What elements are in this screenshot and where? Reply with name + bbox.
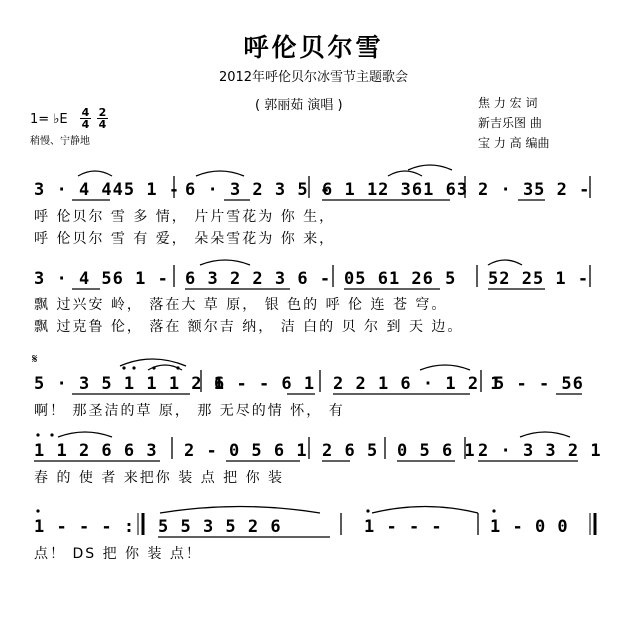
- row2-measure1: 3 · 4 56 1 -: [34, 269, 169, 289]
- slur: [200, 260, 250, 265]
- slur: [372, 507, 478, 514]
- time-signature-2-4: 2 4: [98, 106, 107, 131]
- row1-measure1: 3 · 4 445 1 -: [34, 180, 181, 200]
- slur: [120, 359, 186, 366]
- row3-lyrics: 啊！ 那圣洁的草 原， 那 无尽的情 怀， 有: [34, 403, 345, 419]
- row1-measure3: 6 1 12 361 63: [322, 180, 469, 200]
- song-title: 呼伦贝尔雪: [243, 33, 384, 62]
- singer-credit: ( 郭丽茹 演唱 ): [255, 98, 343, 113]
- row3-measure3: 2 2 1 6 · 1 2 1: [333, 374, 502, 394]
- tempo-marking: 稍慢、宁静地: [30, 136, 90, 147]
- octave-dot: [132, 366, 135, 369]
- slur: [488, 260, 522, 265]
- row5-lyrics: 点！ DS 把 你 装 点！: [34, 546, 202, 562]
- row1-lyrics-verse2: 呼 伦贝尔 雪 有 爱， 朵朵雪花为 你 来，: [34, 231, 336, 247]
- row1-measure2: 6 · 3 2 3 5 -: [185, 180, 332, 200]
- octave-dot: [36, 509, 39, 512]
- arranger-credit: 宝 力 高 编曲: [478, 136, 550, 150]
- row2-lyrics-verse2: 飘 过克鲁 伦， 落在 额尔吉 纳， 洁 白的 贝 尔 到 天 边。: [34, 319, 464, 335]
- composer-credit: 新吉乐图 曲: [478, 116, 542, 130]
- row5-measure3: 1 - - -: [364, 517, 443, 537]
- slur: [58, 432, 112, 437]
- row4-measure2: 2 - 0 5 6 1: [184, 441, 308, 461]
- slur: [160, 507, 320, 514]
- row2-measure2: 6 3 2 2 3 6 -: [185, 269, 332, 289]
- row2-measure4: 52 25 1 -: [488, 269, 590, 289]
- row4-measure4: 0 5 6 1: [397, 441, 476, 461]
- slur: [408, 165, 452, 170]
- row3-measure4: 5 - - 56: [494, 374, 584, 394]
- octave-dot: [122, 366, 125, 369]
- octave-dot: [366, 509, 369, 512]
- slur: [78, 171, 112, 176]
- row5-measure4: 1 - 0 0: [490, 517, 569, 537]
- octave-dot: [152, 366, 155, 369]
- row1-lyrics-verse1: 呼 伦贝尔 雪 多 情， 片片雪花为 你 生，: [34, 209, 336, 225]
- row4-measure5: 2 · 3 3 2 1: [478, 441, 602, 461]
- slur: [520, 432, 570, 437]
- key-signature: 1= ♭E: [30, 112, 68, 127]
- row5-measure2: 5 5 3 5 2 6: [158, 517, 282, 537]
- octave-dot: [36, 433, 39, 436]
- slur: [420, 365, 470, 370]
- slur: [196, 171, 244, 176]
- row1-measure4: 2 · 35 2 -: [478, 180, 591, 200]
- octave-dot: [50, 433, 53, 436]
- octave-dot: [492, 509, 495, 512]
- slur: [388, 171, 422, 176]
- lyricist-credit: 焦 力 宏 词: [478, 96, 538, 110]
- row2-lyrics-verse1: 飘 过兴安 岭， 落在大 草 原， 银 色的 呼 伦 连 苍 穹。: [34, 297, 448, 313]
- row4-measure1: 1 1 2 6 6 3: [34, 441, 158, 461]
- octave-dot: [176, 366, 179, 369]
- row2-measure3: 05 61 26 5: [344, 269, 457, 289]
- row5-measure1: 1 - - - :: [34, 517, 136, 537]
- song-subtitle: 2012年呼伦贝尔冰雪节主题歌会: [218, 70, 409, 85]
- row4-lyrics: 春 的 使 者 来把你 装 点 把 你 装: [34, 470, 285, 486]
- row4-measure3: 2 6 5: [322, 441, 379, 461]
- row3-measure1: 5 · 3 5 1 1 1 2 1: [34, 374, 225, 394]
- row3-measure2: 6 - - 6 1: [214, 374, 316, 394]
- time-signature-4-4: 4 4: [81, 106, 90, 131]
- segno-icon: 𝄋: [32, 352, 38, 367]
